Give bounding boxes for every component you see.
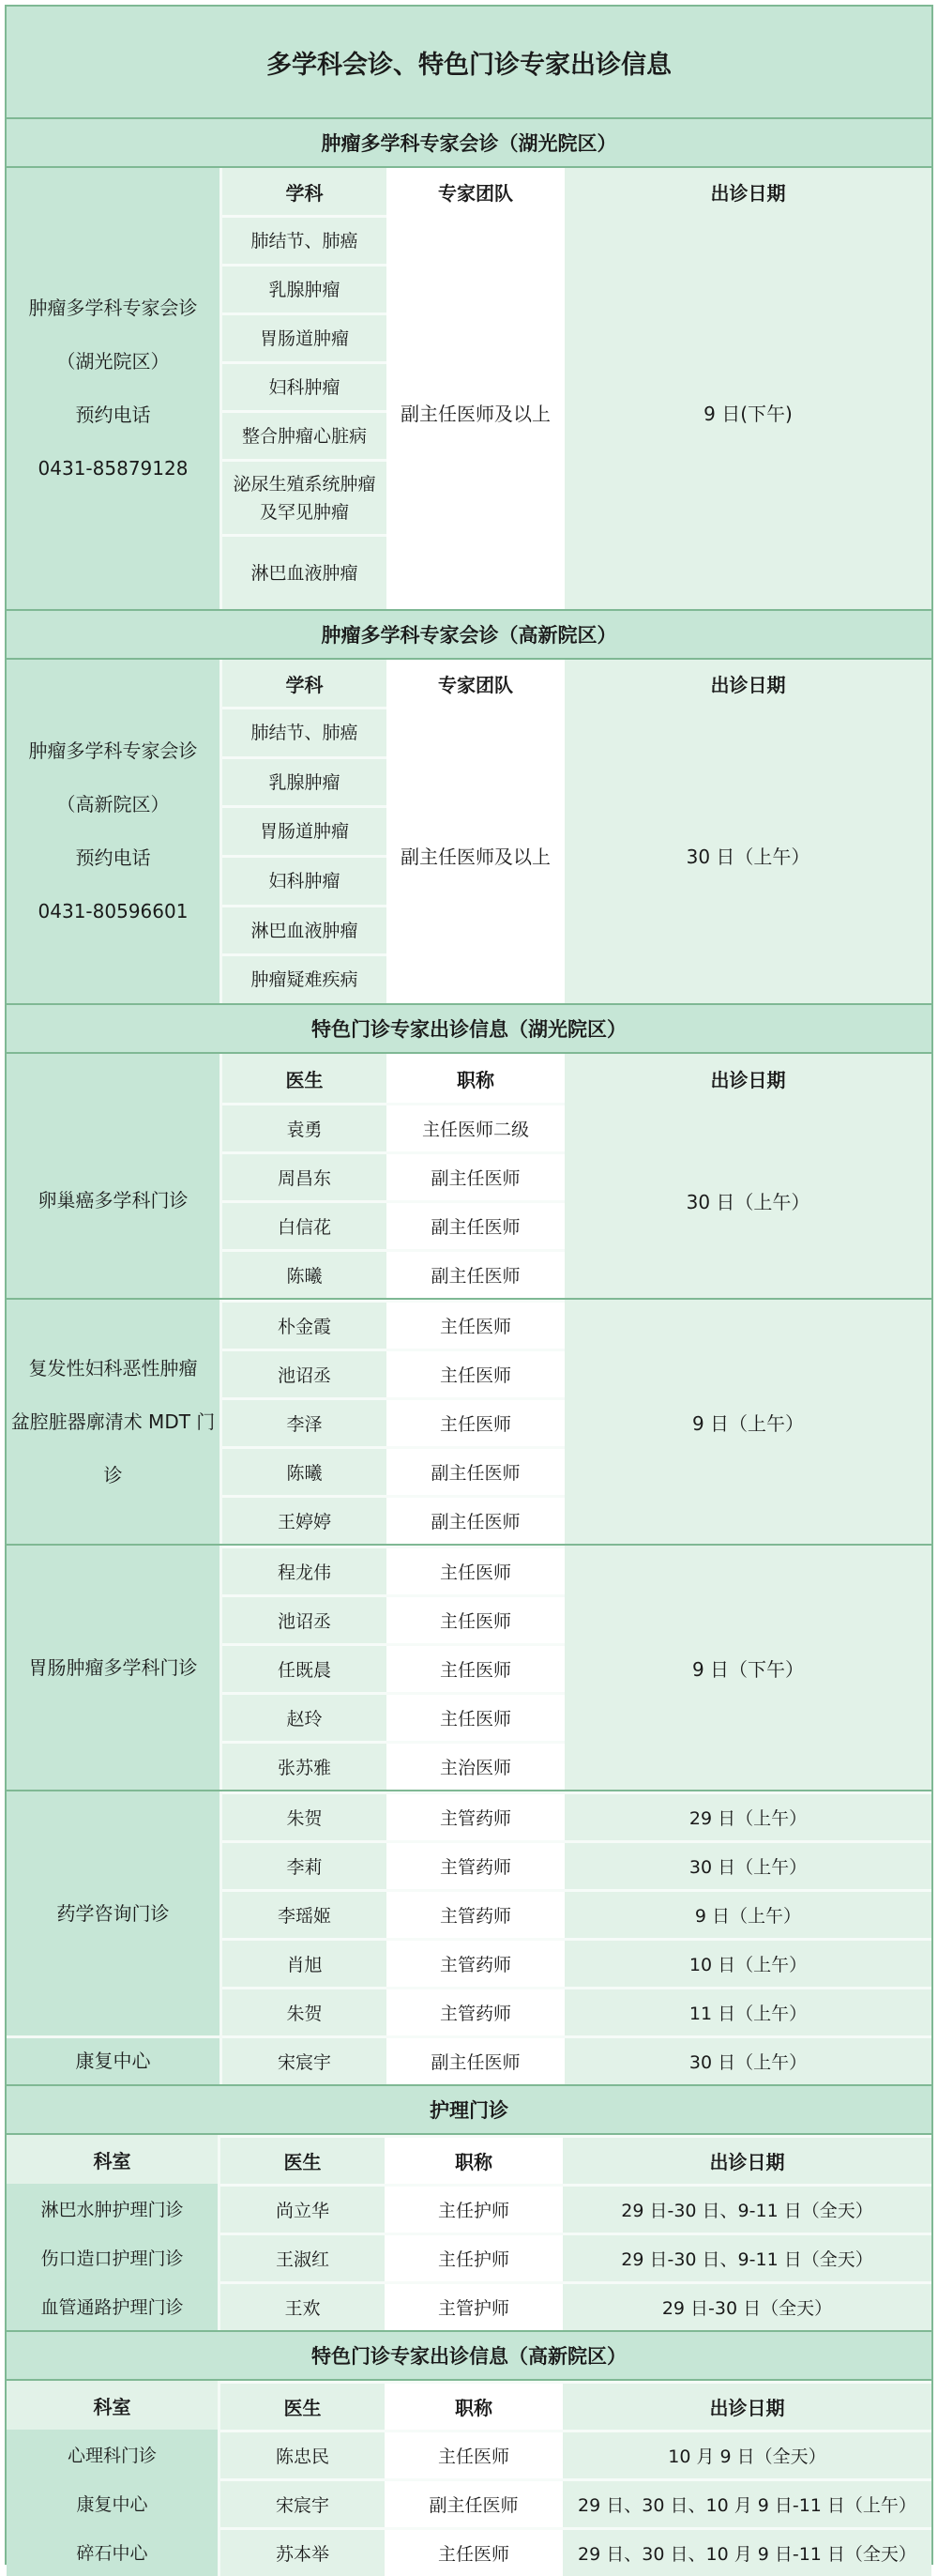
info-line: （高新院区） xyxy=(56,793,170,815)
doctor-cell: 李瑶姬 xyxy=(222,1889,386,1938)
column-header: 职称 xyxy=(385,2381,563,2430)
title-cell: 主任医师 xyxy=(386,1349,565,1397)
title-cell: 主管护师 xyxy=(385,2281,563,2330)
subject-cell: 妇科肿瘤 xyxy=(222,855,386,905)
doctor-cell: 肖旭 xyxy=(222,1938,386,1987)
title-cell: 主管药师 xyxy=(386,1840,565,1889)
table-row xyxy=(7,2527,931,2576)
clinic-date-cell: 11 日（上午） xyxy=(565,1987,931,2035)
doctor-cell: 白信花 xyxy=(222,1200,386,1249)
title-cell: 主治医师 xyxy=(386,1741,565,1790)
doctor-cell: 朱贺 xyxy=(222,1791,386,1840)
table-row xyxy=(7,2184,931,2233)
info-line: 肿瘤多学科专家会诊 xyxy=(28,739,198,762)
column-header: 科室 xyxy=(7,2381,220,2430)
subject-cell: 淋巴血液肿瘤 xyxy=(222,905,386,954)
clinic-group-gi xyxy=(7,1546,931,1791)
doctor-cell: 王淑红 xyxy=(220,2233,385,2281)
column-header-row xyxy=(222,168,931,215)
title-cell: 主任护师 xyxy=(385,2233,563,2281)
doctor-cell: 周昌东 xyxy=(222,1151,386,1200)
column-header: 专家团队 xyxy=(386,168,565,215)
clinic-name-line: 复发性妇科恶性肿瘤 xyxy=(28,1356,198,1379)
doctor-cell: 程龙伟 xyxy=(222,1546,386,1594)
doctor-cell: 王欢 xyxy=(220,2281,385,2330)
clinic-date-cell: 10 日（上午） xyxy=(565,1938,931,1987)
title-cell: 主任医师 xyxy=(386,1594,565,1643)
clinic-group-ovarian xyxy=(7,1103,931,1300)
title-cell: 副主任医师 xyxy=(386,2035,565,2084)
subject-cell: 泌尿生殖系统肿瘤及罕见肿瘤 xyxy=(222,459,386,534)
section-band-mdt-huguang: 肿瘤多学科专家会诊（湖光院区） xyxy=(7,119,931,168)
title-cell: 主管药师 xyxy=(386,1889,565,1938)
expert-team-cell: 副主任医师及以上 xyxy=(386,215,565,609)
clinic-date-cell: 30 日（上午） xyxy=(565,1103,931,1298)
title-cell: 主任医师 xyxy=(385,2430,563,2478)
doctor-cell: 任既晨 xyxy=(222,1643,386,1692)
clinic-name-line: 盆腔脏器廓清术 MDT 门诊 xyxy=(10,1410,216,1486)
schedule-table xyxy=(5,5,933,2565)
page-title: 多学科会诊、特色门诊专家出诊信息 xyxy=(7,7,931,119)
mdt-huguang-info xyxy=(7,168,222,609)
doctor-cell: 宋宸宇 xyxy=(220,2478,385,2527)
column-header-row xyxy=(7,2381,931,2430)
section-band-special-huguang: 特色门诊专家出诊信息（湖光院区） xyxy=(7,1005,931,1054)
dept-cell: 心理科门诊 xyxy=(7,2430,220,2478)
clinic-name xyxy=(7,1300,222,1544)
column-header: 出诊日期 xyxy=(563,2135,931,2184)
clinic-date-cell: 9 日(下午) xyxy=(565,215,931,609)
expert-team-cell: 副主任医师及以上 xyxy=(386,707,565,1003)
title-cell: 副主任医师 xyxy=(386,1249,565,1298)
doctor-cell: 尚立华 xyxy=(220,2184,385,2233)
clinic-date-cell: 9 日（上午） xyxy=(565,1300,931,1544)
clinic-name: 药学咨询门诊 xyxy=(7,1791,222,2035)
doctor-cell: 宋宸宇 xyxy=(222,2035,386,2084)
doctor-cell: 张苏雅 xyxy=(222,1741,386,1790)
doctor-cell: 池诏丞 xyxy=(222,1349,386,1397)
title-cell: 主管药师 xyxy=(386,1987,565,2035)
clinic-date-cell: 29 日-30 日、9-11 日（全天） xyxy=(563,2184,931,2233)
table-row xyxy=(7,2233,931,2281)
clinic-date-cell: 29 日-30 日（全天） xyxy=(563,2281,931,2330)
title-cell: 主管药师 xyxy=(386,1791,565,1840)
empty-header-cell xyxy=(7,1054,222,1103)
column-header: 出诊日期 xyxy=(565,1054,931,1103)
clinic-date-cell: 29 日（上午） xyxy=(565,1791,931,1840)
dept-cell: 康复中心 xyxy=(7,2478,220,2527)
subject-cell: 整合肿瘤心脏病 xyxy=(222,410,386,459)
clinic-group-rehab xyxy=(7,2035,931,2086)
clinic-name: 卵巢癌多学科门诊 xyxy=(7,1103,222,1298)
clinic-date-cell: 10 月 9 日（全天） xyxy=(563,2430,931,2478)
clinic-date-cell: 9 日（上午） xyxy=(565,1889,931,1938)
clinic-name: 康复中心 xyxy=(7,2035,222,2084)
title-cell: 主任护师 xyxy=(385,2184,563,2233)
title-cell: 主任医师 xyxy=(386,1692,565,1741)
column-header-row xyxy=(7,2135,931,2184)
clinic-date-cell: 29 日-30 日、9-11 日（全天） xyxy=(563,2233,931,2281)
title-cell: 主管药师 xyxy=(386,1938,565,1987)
dept-cell: 血管通路护理门诊 xyxy=(7,2281,220,2330)
doctor-cell: 王婷婷 xyxy=(222,1495,386,1544)
title-cell: 主任医师二级 xyxy=(386,1103,565,1151)
clinic-date-cell: 9 日（下午） xyxy=(565,1546,931,1790)
doctor-cell: 苏本举 xyxy=(220,2527,385,2576)
phone-number: 0431-80596601 xyxy=(38,900,189,922)
section-band-special-gaoxin: 特色门诊专家出诊信息（高新院区） xyxy=(7,2332,931,2381)
subject-cell: 胃肠道肿瘤 xyxy=(222,805,386,855)
subject-cell: 肿瘤疑难疾病 xyxy=(222,953,386,1003)
mdt-gaoxin-section xyxy=(7,660,931,1005)
doctor-cell: 朱贺 xyxy=(222,1987,386,2035)
title-cell: 主任医师 xyxy=(385,2527,563,2576)
subject-cell: 乳腺肿瘤 xyxy=(222,756,386,806)
section-band-nursing: 护理门诊 xyxy=(7,2086,931,2135)
title-cell: 主任医师 xyxy=(386,1643,565,1692)
column-header: 专家团队 xyxy=(386,660,565,707)
mdt-huguang-section xyxy=(7,168,931,611)
info-line: （湖光院区） xyxy=(56,350,170,373)
title-cell: 副主任医师 xyxy=(386,1200,565,1249)
subject-cell: 肺结节、肺癌 xyxy=(222,215,386,264)
doctor-cell: 赵玲 xyxy=(222,1692,386,1741)
title-cell: 副主任医师 xyxy=(386,1446,565,1495)
clinic-date-cell: 29 日、30 日、10 月 9 日-11 日（全天） xyxy=(563,2527,931,2576)
column-header-row xyxy=(222,1054,931,1103)
subject-cell: 乳腺肿瘤 xyxy=(222,264,386,312)
title-cell: 副主任医师 xyxy=(385,2478,563,2527)
table-row xyxy=(7,2478,931,2527)
doctor-cell: 陈曦 xyxy=(222,1249,386,1298)
subject-cell: 淋巴血液肿瘤 xyxy=(222,534,386,609)
column-header: 科室 xyxy=(7,2135,220,2184)
section-band-mdt-gaoxin: 肿瘤多学科专家会诊（高新院区） xyxy=(7,611,931,660)
subject-cell: 妇科肿瘤 xyxy=(222,361,386,410)
doctor-cell: 袁勇 xyxy=(222,1103,386,1151)
info-line: 预约电话 xyxy=(75,846,151,869)
doctor-cell: 李莉 xyxy=(222,1840,386,1889)
dept-cell: 碎石中心 xyxy=(7,2527,220,2576)
dept-cell: 伤口造口护理门诊 xyxy=(7,2233,220,2281)
doctor-cell: 池诏丞 xyxy=(222,1594,386,1643)
clinic-name: 胃肠肿瘤多学科门诊 xyxy=(7,1546,222,1790)
column-header: 学科 xyxy=(222,168,386,215)
column-header: 职称 xyxy=(386,1054,565,1103)
column-header-row xyxy=(222,660,931,707)
title-cell: 副主任医师 xyxy=(386,1495,565,1544)
column-header: 医生 xyxy=(220,2135,385,2184)
doctor-cell: 朴金霞 xyxy=(222,1300,386,1349)
info-line: 预约电话 xyxy=(75,404,151,426)
clinic-date-cell: 29 日、30 日、10 月 9 日-11 日（上午） xyxy=(563,2478,931,2527)
column-header: 出诊日期 xyxy=(563,2381,931,2430)
clinic-date-cell: 30 日（上午） xyxy=(565,1840,931,1889)
info-line: 肿瘤多学科专家会诊 xyxy=(28,297,198,319)
clinic-date-cell: 30 日（上午） xyxy=(565,2035,931,2084)
title-cell: 主任医师 xyxy=(386,1397,565,1446)
column-header: 医生 xyxy=(220,2381,385,2430)
column-header: 医生 xyxy=(222,1054,386,1103)
column-header: 出诊日期 xyxy=(565,660,931,707)
title-cell: 副主任医师 xyxy=(386,1151,565,1200)
subject-cell: 胃肠道肿瘤 xyxy=(222,312,386,361)
doctor-cell: 陈曦 xyxy=(222,1446,386,1495)
subject-cell: 肺结节、肺癌 xyxy=(222,707,386,756)
column-header: 职称 xyxy=(385,2135,563,2184)
special-huguang-header xyxy=(7,1054,931,1103)
title-cell: 主任医师 xyxy=(386,1546,565,1594)
dept-cell: 淋巴水肿护理门诊 xyxy=(7,2184,220,2233)
table-row xyxy=(7,2281,931,2332)
phone-number: 0431-85879128 xyxy=(38,457,189,480)
doctor-cell: 陈忠民 xyxy=(220,2430,385,2478)
clinic-date-cell: 30 日（上午） xyxy=(565,707,931,1003)
mdt-gaoxin-info xyxy=(7,660,222,1003)
doctor-cell: 李泽 xyxy=(222,1397,386,1446)
column-header: 出诊日期 xyxy=(565,168,931,215)
clinic-group-pharmacy xyxy=(7,1791,931,2035)
column-header: 学科 xyxy=(222,660,386,707)
table-row xyxy=(7,2430,931,2478)
title-cell: 主任医师 xyxy=(386,1300,565,1349)
clinic-group-pelvic-mdt xyxy=(7,1300,931,1546)
